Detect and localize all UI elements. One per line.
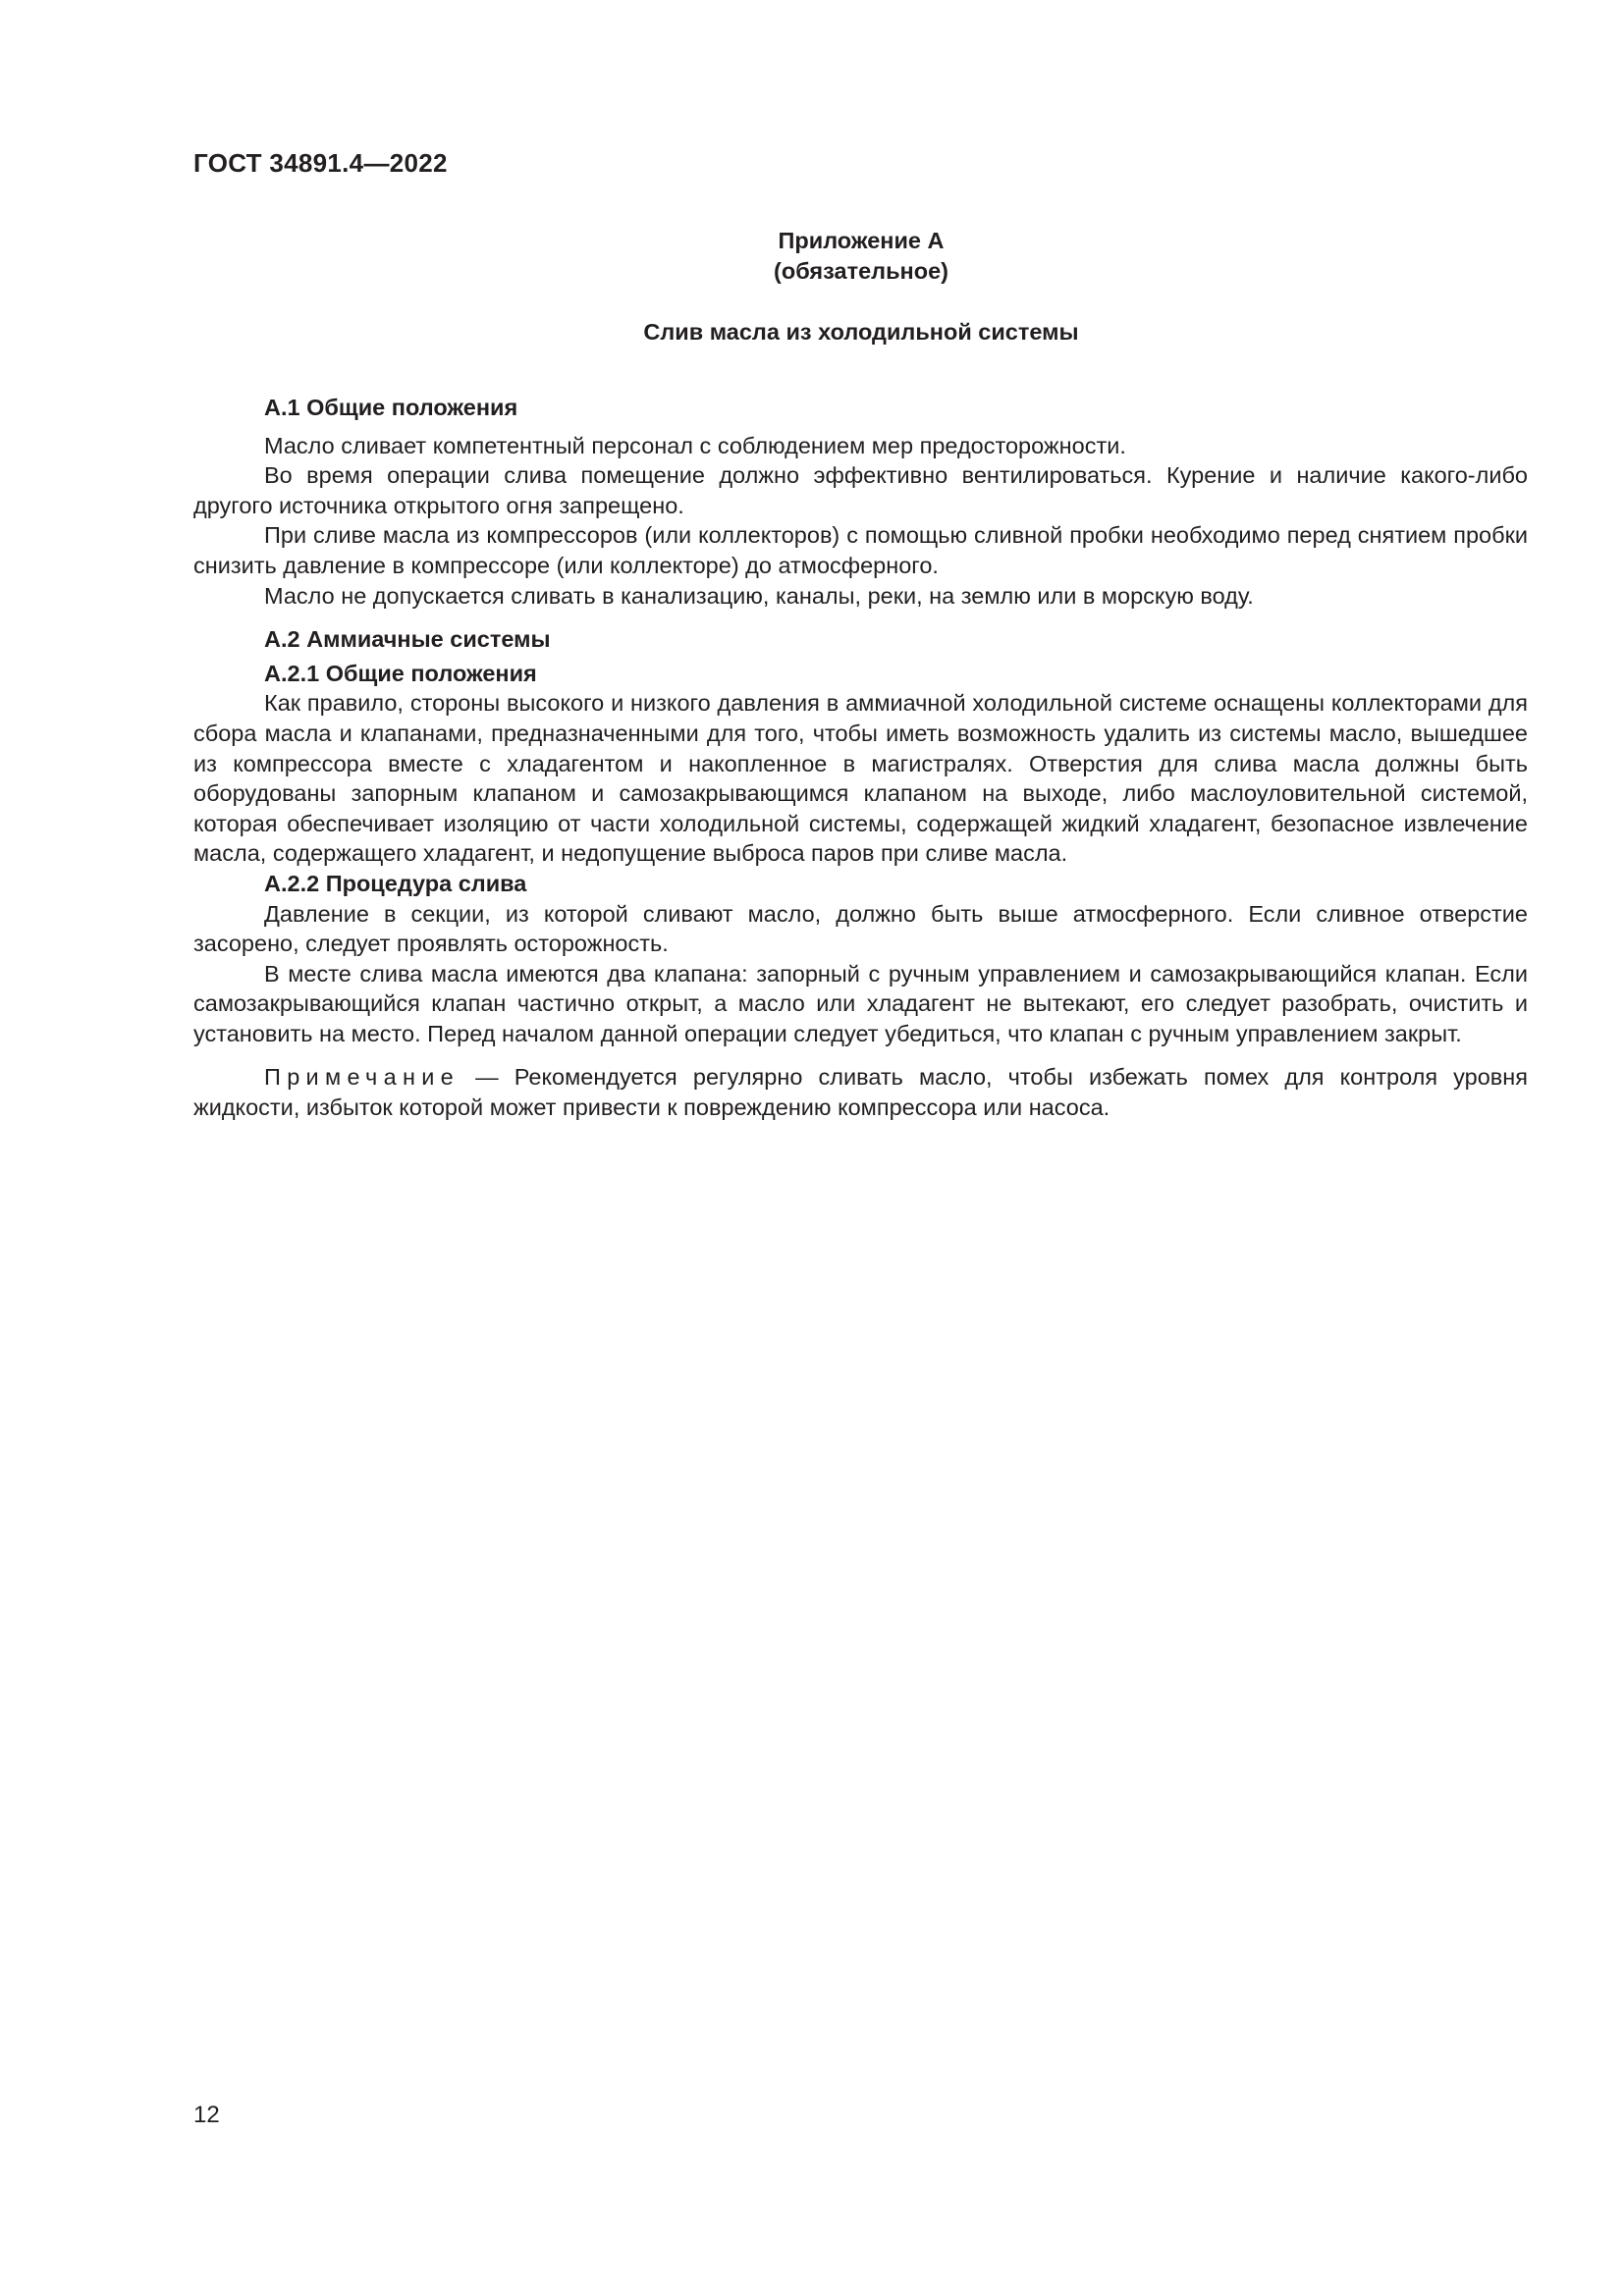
paragraph: Как правило, стороны высокого и низкого давления в аммиачной холодильной системе оснащены коллекторами для сбора масла и клапанами, предназначенными для того, чтобы иметь возможность удалить из системы масло, вышедшее из компрессора вместе с хладагентом и накопленное в магистралях. Отверстия для слива масла должны быть оборудованы запорным клапаном и самозакрывающимся клапаном на выходе, либо маслоуловительной системой, которая обеспечивает изоляцию от части холодильной системы, содержащей жидкий хладагент, безопасное извлечение масла, содержащего хладагент, и недопущение выброса паров при сливе масла. xyxy=(193,690,1528,867)
annex-heading xyxy=(193,226,1529,287)
annex-label: Приложение А xyxy=(778,228,945,253)
section-a1-heading: А.1 Общие положения xyxy=(264,395,518,420)
standard-id: ГОСТ 34891.4—2022 xyxy=(193,148,448,178)
paragraph: В месте слива масла имеются два клапана: запорный с ручным управлением и самозакрывающийся клапан. Если самозакрывающийся клапан частично открыт, а масло или хладагент не вытекают, его следует разобрать, очистить и установить на место. Перед началом данной операции следует убедиться, что клапан с ручным управлением закрыт. xyxy=(193,960,1528,1046)
annex-status: (обязательное) xyxy=(774,258,948,284)
section-a2-1-heading: А.2.1 Общие положения xyxy=(264,660,537,686)
paragraph: При сливе масла из компрессоров (или коллекторов) с помощью сливной пробки необходимо перед снятием пробки снизить давление в компрессоре (или коллекторе) до атмосферного. xyxy=(193,522,1528,578)
section-a2-heading: А.2 Аммиачные системы xyxy=(264,626,551,653)
note-label: Примечание xyxy=(264,1064,460,1091)
section-a2-2-heading: А.2.2 Процедура слива xyxy=(264,870,527,896)
paragraph: Масло сливает компетентный персонал с соблюдением мер предосторожности. xyxy=(264,432,1126,458)
annex-title: Слив масла из холодильной системы xyxy=(643,319,1079,345)
paragraph: Давление в секции, из которой сливают масло, должно быть выше атмосферного. Если сливное отверстие засорено, следует проявлять осторожность. xyxy=(193,900,1528,957)
page-number: 12 xyxy=(193,2102,220,2128)
document-body xyxy=(193,393,1528,1123)
paragraph: Масло не допускается сливать в канализацию, каналы, реки, на землю или в морскую воду. xyxy=(264,582,1254,609)
note xyxy=(193,1062,1528,1122)
note-text: — Рекомендуется регулярно сливать масло, чтобы избежать помех для контроля уровня жидкости, избыток которой может привести к повреждению компрессора или насоса. xyxy=(193,1064,1528,1121)
paragraph: Во время операции слива помещение должно эффективно вентилироваться. Курение и наличие какого-либо другого источника открытого огня запрещено. xyxy=(193,462,1528,518)
